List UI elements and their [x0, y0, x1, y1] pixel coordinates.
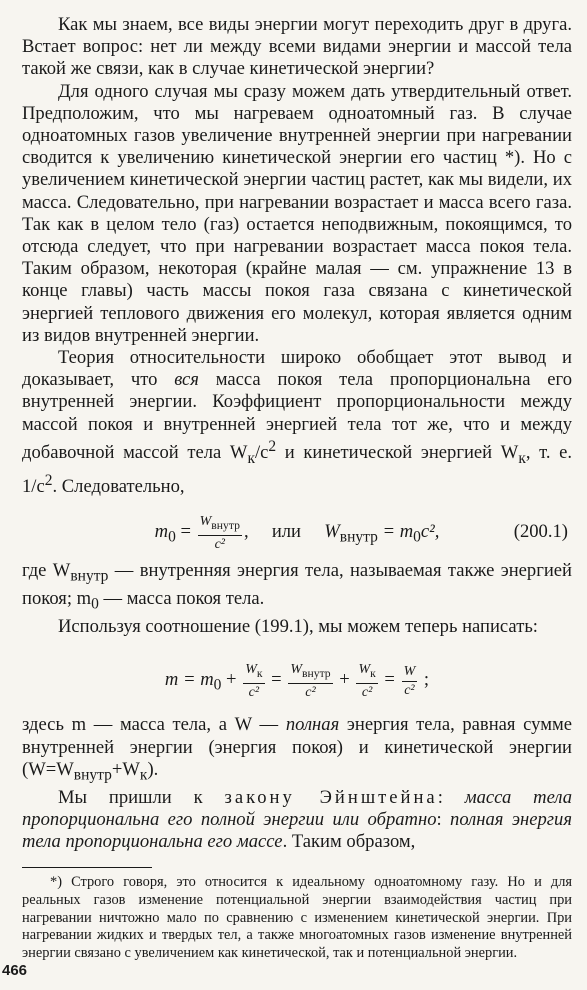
equation-full-mass: $m = m_0$ + $\frac{W_к}{\text{c²}}$ = $\frac{W_{внутр}}{\text{c²}}$ + $\frac{W_к}{\text{c²}}$ = $\frac{W}{\text{c²}}$ ; [164, 661, 430, 700]
paragraph-7: Мы пришли к закону Эйнштейна: масса тела пропорциональна его полной энергии или обратно: полная энергия тела пропорциональна его массе. Таким образом, [22, 786, 573, 853]
equation-number: (200.1) [513, 521, 568, 543]
paragraph-5: Используя соотношение (199.1), мы можем теперь написать: [58, 616, 538, 638]
footnote [22, 874, 572, 962]
paragraph-6: здесь m — масса тела, а W — полная энергия тела, равная сумме внутренней энергии (энергия покоя) и кинетической энергии $(W=W_{внутр}+W_к)$. [22, 714, 572, 784]
page-number: 466 [2, 962, 28, 979]
paragraph-1: Как мы знаем, все виды энергии могут переходить друг в друга. Встает вопрос: нет ли между всеми видами энергии и массой тела такой же связи, как в случае кинетической энергии? [22, 14, 572, 80]
paragraph-4: где $W_{внутр}$ — внутренняя энергия тела, называемая также энергией покоя; $m_0$ — масса покоя тела. [22, 560, 572, 613]
page-content [22, 14, 572, 962]
paragraph-2: Для одного случая мы сразу можем дать утвердительный ответ. Предположим, что мы нагреваем одноатомный газ. В случае одноатомных газов увеличение внутренней энергии при нагревании сводится к увеличению кинетической энергии его частиц *). Но с увеличением кинетической энергии частиц растет, как мы видели, их масса. Следовательно, при нагревании возрастает и масса всего газа. Так как в целом тело (газ) остается неподвижным, покоящимся, то отсюда следует, что при нагревании возрастает масса покоя тела. Таким образом, некоторая (крайне малая — см. упражнение 13 в конце главы) часть массы покоя газа связана с кинетической энергией теплового движения его молекул, которая является одним из видов внутренней энергии. [22, 80, 572, 346]
einstein-law-term: закону Эйнштейна [224, 786, 438, 808]
paragraph-3: Теория относительности широко обобщает этот вывод и доказывает, что вся масса покоя тела пропорциональна его внутренней энергии. Коэффициент пропорциональности между массой покоя и внутренней энергией тела тот же, что и между добавочной массой тела $W_к/c^2$ и кинетической энергией $W_к$, т. е. $1/c^2$. Следовательно, [22, 347, 572, 498]
footnote-divider [22, 867, 152, 868]
footnote-text: *) Строго говоря, это относится к идеальному одноатомному газу. Но и для реальных газов изменение потенциальной энергии взаимодействия частиц при нагревании ничтожно мало по сравнению с изменением кинетической энергии. При нагревании жидких и твердых тел, а также многоатомных газов изменение внутренней энергии связано с увеличением как кинетической, так и потенциальной энергии. [22, 874, 572, 961]
equation-200-1: $m_0$ = $\frac{W_{внутр}}{\text{c²}}$ , или $W_{внутр} = m_0c^2$, (200.1) [22, 504, 572, 560]
